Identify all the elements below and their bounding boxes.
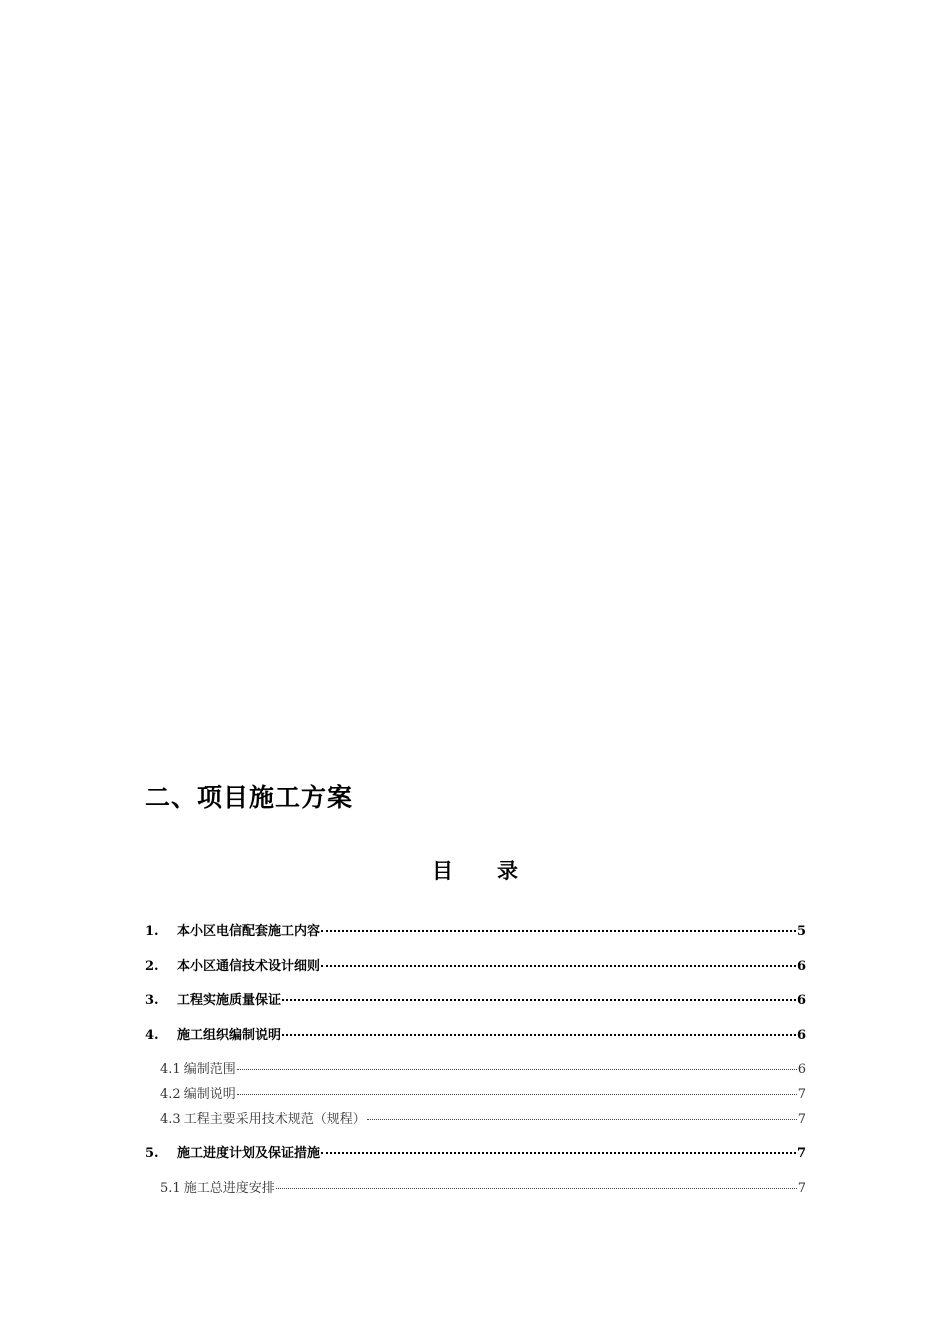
toc-entry-page: 6 <box>796 959 806 974</box>
toc-entry-title: 工程主要采用技术规范（规程） <box>183 1112 366 1127</box>
toc-entry-title: 本小区通信技术设计细则 <box>177 959 321 974</box>
toc-heading-left: 目 <box>432 859 453 883</box>
toc-entry-title: 施工进度计划及保证措施 <box>177 1146 321 1161</box>
section-title: 二、项目施工方案 <box>145 783 354 812</box>
toc-leader-dots <box>282 1034 796 1036</box>
toc-entry-title: 施工总进度安排 <box>183 1181 275 1196</box>
toc-entry-title: 编制范围 <box>183 1062 236 1077</box>
toc-entry-number: 1. <box>145 924 159 939</box>
toc-leader-dots <box>237 1069 797 1070</box>
toc-leader-dots <box>321 965 796 967</box>
toc-entry-page: 6 <box>796 993 806 1008</box>
toc-entry-number: 4. <box>145 1028 159 1043</box>
toc-entry-page: 7 <box>797 1087 806 1102</box>
toc-leader-dots <box>321 1152 796 1154</box>
toc-subentry[interactable] <box>145 1108 806 1128</box>
toc-leader-dots <box>276 1188 797 1189</box>
toc-entry-page: 7 <box>797 1112 806 1127</box>
toc-entry-page: 7 <box>796 1146 806 1161</box>
toc-leader-dots <box>282 999 796 1001</box>
toc-entry-number: 4.1 <box>160 1062 181 1077</box>
toc-entry-page: 6 <box>796 1028 806 1043</box>
toc-entry[interactable] <box>145 1142 806 1162</box>
toc-entry-title: 施工组织编制说明 <box>177 1028 282 1043</box>
toc-entry-number: 3. <box>145 993 159 1008</box>
toc-entry-number: 4.3 <box>160 1112 181 1127</box>
toc-entry-page: 6 <box>797 1062 806 1077</box>
toc-subentry[interactable] <box>145 1083 806 1103</box>
toc-entry[interactable] <box>145 989 806 1009</box>
toc-entry-number: 5.1 <box>160 1181 181 1196</box>
toc-entry-title: 工程实施质量保证 <box>177 993 282 1008</box>
toc-subentry[interactable] <box>145 1058 806 1078</box>
toc-entry-title: 本小区电信配套施工内容 <box>177 924 321 939</box>
toc-subentry[interactable] <box>145 1177 806 1197</box>
toc-entry-number: 4.2 <box>160 1087 181 1102</box>
toc-entry[interactable] <box>145 920 806 940</box>
toc-leader-dots <box>321 930 796 932</box>
toc-leader-dots <box>367 1119 797 1120</box>
toc-entry-page: 7 <box>797 1181 806 1196</box>
toc-entry[interactable] <box>145 1024 806 1044</box>
toc-entry-page: 5 <box>796 924 806 939</box>
toc-entry-number: 2. <box>145 959 159 974</box>
toc-entry-title: 编制说明 <box>183 1087 236 1102</box>
toc-entry-number: 5. <box>145 1146 159 1161</box>
toc-leader-dots <box>237 1094 797 1095</box>
toc-heading-right: 录 <box>497 859 518 883</box>
toc-heading <box>0 855 950 885</box>
toc-entry[interactable] <box>145 955 806 975</box>
